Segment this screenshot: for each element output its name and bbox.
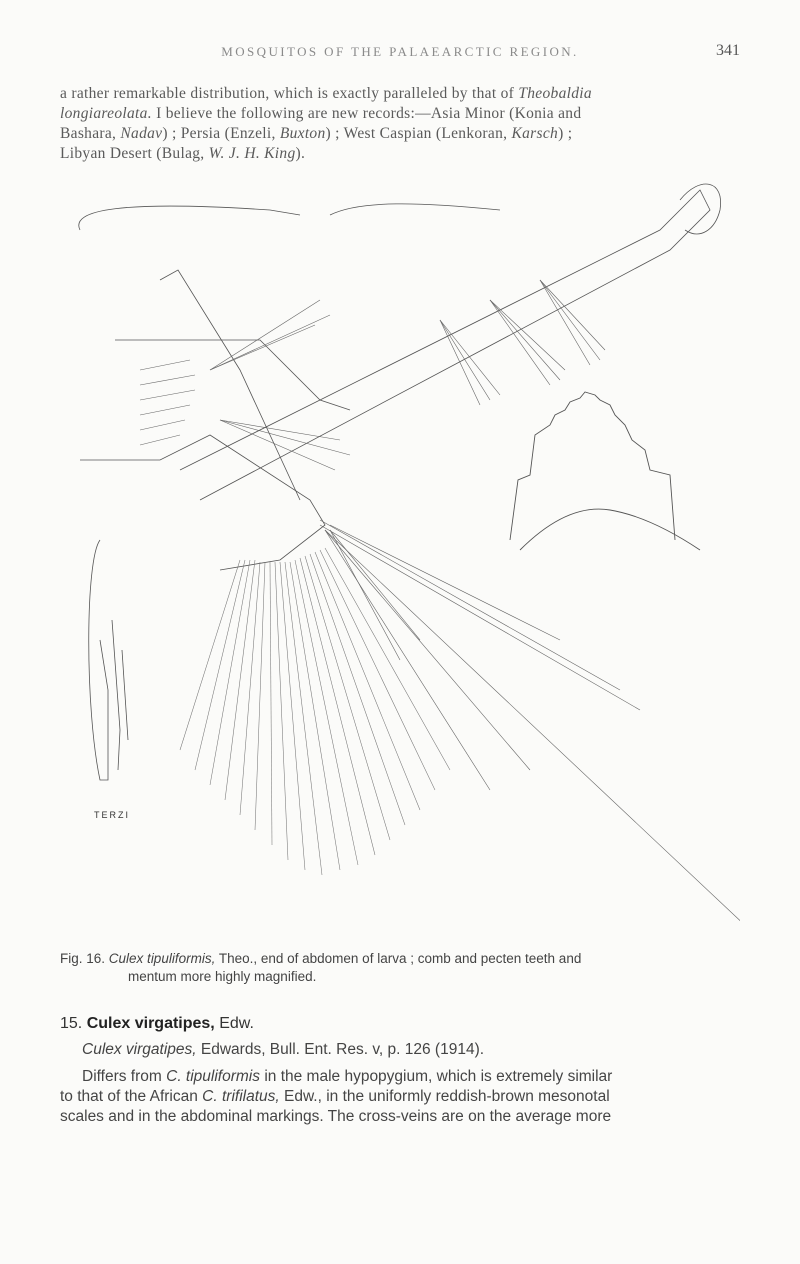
text-run: in the male hypopygium, which is extremely similar	[260, 1068, 613, 1085]
citation-species: Culex virgatipes,	[82, 1041, 197, 1058]
siphon-tufts	[210, 280, 605, 470]
caption-line-2: mentum more highly magnified.	[128, 969, 317, 984]
caption-species: Culex tipuliformis,	[108, 951, 216, 966]
text-run: ) ; Persia (Enzeli,	[162, 125, 280, 142]
collector-name: Karsch	[511, 125, 559, 142]
page-number: 341	[716, 42, 740, 59]
body-line-2	[60, 1087, 740, 1107]
text-run: ) ; West Caspian (Lenkoran,	[325, 125, 512, 142]
caudal-setae	[320, 520, 740, 930]
intro-line-1	[60, 84, 740, 104]
citation	[82, 1041, 742, 1059]
text-run: Bashara,	[60, 125, 121, 142]
intro-line-3	[60, 124, 740, 144]
intro-line-2	[60, 104, 740, 124]
body-line-3: scales and in the abdominal markings. The cross-veins are on the average more	[60, 1108, 612, 1125]
artist-signature: TERZI	[94, 810, 130, 820]
mentum-detail	[510, 392, 700, 550]
collector-name: Nadav	[120, 125, 163, 142]
text-run: ).	[295, 145, 306, 162]
intro-paragraph	[60, 84, 740, 164]
text-run: ) ;	[558, 125, 573, 142]
comb-scale-detail	[89, 540, 128, 780]
body-line-1	[60, 1067, 740, 1087]
section-number: 15.	[60, 1015, 83, 1032]
species-name: C. trifilatus,	[202, 1088, 280, 1105]
collector-name: Buxton	[279, 125, 326, 142]
citation-reference: Edwards, Bull. Ent. Res. v, p. 126 (1914).	[196, 1041, 485, 1058]
siphon-outline	[79, 184, 721, 570]
figure-label: Fig. 16.	[60, 951, 106, 966]
running-title: MOSQUITOS OF THE PALAEARCTIC REGION.	[221, 44, 579, 59]
larva-drawing	[60, 170, 740, 940]
text-run: to that of the African	[60, 1088, 203, 1105]
intro-line-4	[60, 144, 740, 164]
body-paragraph	[60, 1067, 740, 1127]
caption-line-1	[60, 950, 740, 968]
larva-illustration	[60, 170, 740, 940]
species-name: C. tipuliformis	[166, 1068, 261, 1085]
pecten-teeth	[140, 360, 195, 445]
section-heading	[60, 1015, 740, 1033]
ventral-brush	[180, 548, 450, 875]
text-run: a rather remarkable distribution, which is exactly paralleled by that of	[60, 85, 519, 102]
figure-caption	[60, 950, 740, 986]
section-species-name: Culex virgatipes,	[86, 1015, 215, 1032]
genus-name: Theobaldia	[518, 85, 592, 102]
text-run: Theo., end of abdomen of larva ; comb and pecten teeth and	[215, 951, 582, 966]
text-run: Differs from	[82, 1068, 167, 1085]
species-name: longiareolata.	[60, 105, 152, 122]
text-run: Libyan Desert (Bulag,	[60, 145, 209, 162]
section-author: Edw.	[214, 1015, 254, 1032]
text-run: I believe the following are new records:—Asia Minor (Konia and	[151, 105, 582, 122]
text-run: Edw., in the uniformly reddish-brown mesonotal	[279, 1088, 610, 1105]
collector-name: W. J. H. King	[208, 145, 296, 162]
running-head	[60, 44, 740, 66]
